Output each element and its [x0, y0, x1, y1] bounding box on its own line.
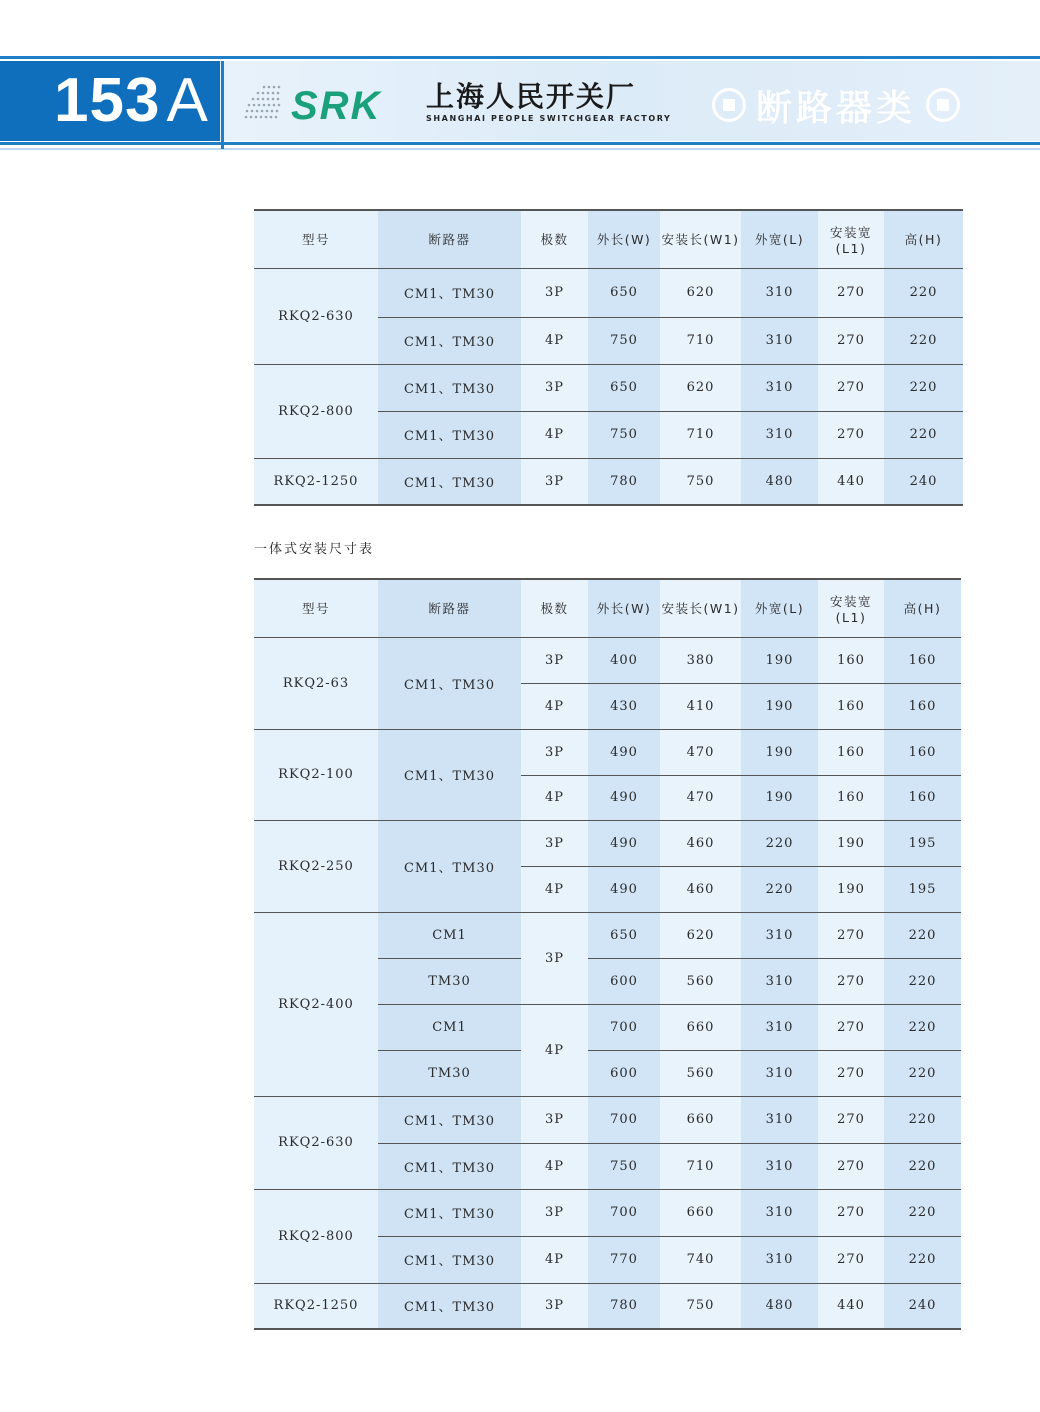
- l1-cell: 270: [818, 958, 884, 1004]
- w1-cell: 460: [660, 866, 741, 912]
- w-cell: 600: [588, 1050, 660, 1096]
- breaker-cell: CM1、TM30: [378, 364, 521, 411]
- col-header-h: 高(H): [884, 210, 963, 268]
- w-cell: 490: [588, 775, 660, 820]
- l-cell: 220: [741, 866, 818, 912]
- l1-cell: 440: [818, 1283, 884, 1329]
- table-row: [254, 1096, 961, 1143]
- circle-square-icon: [926, 88, 960, 122]
- breaker-cell: CM1、TM30: [378, 1236, 521, 1283]
- w1-cell: 710: [660, 1143, 741, 1189]
- h-cell: 220: [884, 317, 963, 364]
- h-cell: 220: [884, 364, 963, 411]
- poles-cell: 3P: [521, 364, 588, 411]
- breaker-cell: CM1、TM30: [378, 1143, 521, 1189]
- table-row: [254, 1189, 961, 1236]
- w1-cell: 470: [660, 729, 741, 775]
- breaker-cell: TM30: [378, 958, 521, 1004]
- model-cell: RKQ2-400: [254, 912, 378, 1096]
- poles-cell: 4P: [521, 866, 588, 912]
- poles-cell: 3P: [521, 637, 588, 683]
- col-header-breaker: 断路器: [378, 210, 521, 268]
- table-row: [254, 458, 963, 505]
- w-cell: 750: [588, 1143, 660, 1189]
- w1-cell: 470: [660, 775, 741, 820]
- w1-cell: 620: [660, 268, 741, 317]
- h-cell: 195: [884, 866, 961, 912]
- h-cell: 160: [884, 775, 961, 820]
- l-cell: 310: [741, 317, 818, 364]
- l1-cell: 270: [818, 1050, 884, 1096]
- col-header-model: 型号: [254, 579, 378, 637]
- breaker-cell: CM1: [378, 1004, 521, 1050]
- l1-cell: 190: [818, 866, 884, 912]
- w1-cell: 750: [660, 1283, 741, 1329]
- col-header-poles: 极数: [521, 579, 588, 637]
- breaker-cell: CM1、TM30: [378, 1189, 521, 1236]
- h-cell: 220: [884, 1050, 961, 1096]
- breaker-cell: CM1、TM30: [378, 729, 521, 820]
- breaker-cell: CM1、TM30: [378, 820, 521, 912]
- table-header-row: [254, 210, 963, 268]
- table-row: [254, 268, 963, 317]
- l-cell: 480: [741, 458, 818, 505]
- breaker-cell: TM30: [378, 1050, 521, 1096]
- w-cell: 750: [588, 317, 660, 364]
- h-cell: 160: [884, 637, 961, 683]
- dot-grid-icon: [244, 84, 286, 122]
- header-bottom-rule: [0, 142, 1040, 145]
- poles-cell: 3P: [521, 1096, 588, 1143]
- w-cell: 490: [588, 866, 660, 912]
- breaker-cell: CM1、TM30: [378, 458, 521, 505]
- breaker-cell: CM1、TM30: [378, 268, 521, 317]
- l1-cell: 270: [818, 1143, 884, 1189]
- l1-cell: 270: [818, 317, 884, 364]
- l1-cell: 190: [818, 820, 884, 866]
- poles-cell: 3P: [521, 1283, 588, 1329]
- h-cell: 160: [884, 683, 961, 729]
- col-header-l1: 安装宽(L1): [818, 579, 884, 637]
- model-cell: RKQ2-1250: [254, 458, 378, 505]
- col-header-w: 外长(W): [588, 579, 660, 637]
- l-cell: 310: [741, 268, 818, 317]
- poles-cell: 4P: [521, 775, 588, 820]
- w-cell: 600: [588, 958, 660, 1004]
- table-row: [254, 729, 961, 775]
- header-bottom-rule-light: [0, 148, 1040, 150]
- model-cell: RKQ2-630: [254, 1096, 378, 1189]
- table-row: [254, 1283, 961, 1329]
- l-cell: 310: [741, 411, 818, 458]
- l1-cell: 270: [818, 364, 884, 411]
- h-cell: 220: [884, 1236, 961, 1283]
- l1-cell: 270: [818, 1189, 884, 1236]
- breaker-cell: CM1、TM30: [378, 637, 521, 729]
- table-row: [254, 637, 961, 683]
- w1-cell: 460: [660, 820, 741, 866]
- srk-logo: SRK: [291, 84, 382, 128]
- w-cell: 490: [588, 820, 660, 866]
- table-header-row: [254, 579, 961, 637]
- w-cell: 400: [588, 637, 660, 683]
- w1-cell: 710: [660, 411, 741, 458]
- l-cell: 310: [741, 1189, 818, 1236]
- table-2-title: 一体式安装尺寸表: [254, 542, 375, 557]
- l-cell: 310: [741, 364, 818, 411]
- l1-cell: 160: [818, 637, 884, 683]
- l-cell: 190: [741, 637, 818, 683]
- h-cell: 220: [884, 958, 961, 1004]
- page-number: 153: [54, 66, 161, 135]
- l1-cell: 440: [818, 458, 884, 505]
- model-cell: RKQ2-800: [254, 364, 378, 458]
- col-header-model: 型号: [254, 210, 378, 268]
- poles-cell: 3P: [521, 1189, 588, 1236]
- category-text: 断路器类: [756, 87, 917, 129]
- w1-cell: 750: [660, 458, 741, 505]
- h-cell: 220: [884, 912, 961, 958]
- l-cell: 310: [741, 912, 818, 958]
- model-cell: RKQ2-250: [254, 820, 378, 912]
- poles-cell: 3P: [521, 912, 588, 1004]
- l-cell: 190: [741, 729, 818, 775]
- table-row: [254, 912, 961, 958]
- l-cell: 310: [741, 1096, 818, 1143]
- company-name-en: SHANGHAI PEOPLE SWITCHGEAR FACTORY: [426, 114, 672, 123]
- poles-cell: 4P: [521, 1143, 588, 1189]
- poles-cell: 3P: [521, 729, 588, 775]
- h-cell: 160: [884, 729, 961, 775]
- w1-cell: 660: [660, 1096, 741, 1143]
- table-row: [254, 364, 963, 411]
- col-header-l: 外宽(L): [741, 210, 818, 268]
- l-cell: 190: [741, 683, 818, 729]
- w-cell: 700: [588, 1004, 660, 1050]
- col-header-w1: 安装长(W1): [660, 210, 741, 268]
- h-cell: 220: [884, 1096, 961, 1143]
- w1-cell: 740: [660, 1236, 741, 1283]
- w-cell: 770: [588, 1236, 660, 1283]
- model-cell: RKQ2-1250: [254, 1283, 378, 1329]
- dimension-table-2: [254, 578, 961, 1330]
- w-cell: 430: [588, 683, 660, 729]
- h-cell: 220: [884, 268, 963, 317]
- l1-cell: 270: [818, 1096, 884, 1143]
- l1-cell: 270: [818, 1236, 884, 1283]
- w1-cell: 620: [660, 364, 741, 411]
- w1-cell: 560: [660, 1050, 741, 1096]
- poles-cell: 3P: [521, 458, 588, 505]
- l1-cell: 160: [818, 729, 884, 775]
- l1-cell: 270: [818, 1004, 884, 1050]
- col-header-l: 外宽(L): [741, 579, 818, 637]
- w1-cell: 710: [660, 317, 741, 364]
- h-cell: 195: [884, 820, 961, 866]
- l1-cell: 160: [818, 683, 884, 729]
- l1-cell: 270: [818, 411, 884, 458]
- l-cell: 310: [741, 1050, 818, 1096]
- col-header-breaker: 断路器: [378, 579, 521, 637]
- dimension-table-1: [254, 209, 963, 506]
- l-cell: 310: [741, 1004, 818, 1050]
- l1-cell: 270: [818, 912, 884, 958]
- l-cell: 310: [741, 958, 818, 1004]
- model-cell: RKQ2-630: [254, 268, 378, 364]
- h-cell: 220: [884, 411, 963, 458]
- l-cell: 190: [741, 775, 818, 820]
- l-cell: 220: [741, 820, 818, 866]
- h-cell: 240: [884, 458, 963, 505]
- w1-cell: 560: [660, 958, 741, 1004]
- poles-cell: 4P: [521, 683, 588, 729]
- col-header-l1: 安装宽(L1): [818, 210, 884, 268]
- page-number-block: [0, 61, 220, 141]
- w-cell: 780: [588, 458, 660, 505]
- w-cell: 650: [588, 268, 660, 317]
- breaker-cell: CM1、TM30: [378, 411, 521, 458]
- model-cell: RKQ2-100: [254, 729, 378, 820]
- l-cell: 310: [741, 1143, 818, 1189]
- breaker-cell: CM1、TM30: [378, 1283, 521, 1329]
- poles-cell: 3P: [521, 268, 588, 317]
- poles-cell: 4P: [521, 317, 588, 364]
- model-cell: RKQ2-63: [254, 637, 378, 729]
- category-label: [712, 78, 1002, 132]
- poles-cell: 4P: [521, 411, 588, 458]
- page-suffix: A: [166, 66, 209, 135]
- w-cell: 700: [588, 1096, 660, 1143]
- l1-cell: 160: [818, 775, 884, 820]
- w-cell: 490: [588, 729, 660, 775]
- l-cell: 480: [741, 1283, 818, 1329]
- col-header-w: 外长(W): [588, 210, 660, 268]
- l1-cell: 270: [818, 268, 884, 317]
- w-cell: 780: [588, 1283, 660, 1329]
- w1-cell: 380: [660, 637, 741, 683]
- breaker-cell: CM1、TM30: [378, 317, 521, 364]
- circle-square-icon: [712, 88, 746, 122]
- w-cell: 650: [588, 364, 660, 411]
- w-cell: 750: [588, 411, 660, 458]
- l-cell: 310: [741, 1236, 818, 1283]
- col-header-poles: 极数: [521, 210, 588, 268]
- header-divider: [221, 61, 224, 149]
- breaker-cell: CM1、TM30: [378, 1096, 521, 1143]
- poles-cell: 4P: [521, 1236, 588, 1283]
- w1-cell: 410: [660, 683, 741, 729]
- col-header-w1: 安装长(W1): [660, 579, 741, 637]
- poles-cell: 4P: [521, 1004, 588, 1096]
- h-cell: 220: [884, 1004, 961, 1050]
- h-cell: 220: [884, 1189, 961, 1236]
- header-top-rule: [0, 56, 1040, 59]
- table-row: [254, 820, 961, 866]
- h-cell: 220: [884, 1143, 961, 1189]
- w1-cell: 660: [660, 1189, 741, 1236]
- w1-cell: 660: [660, 1004, 741, 1050]
- col-header-h: 高(H): [884, 579, 961, 637]
- w-cell: 700: [588, 1189, 660, 1236]
- w-cell: 650: [588, 912, 660, 958]
- model-cell: RKQ2-800: [254, 1189, 378, 1283]
- breaker-cell: CM1: [378, 912, 521, 958]
- w1-cell: 620: [660, 912, 741, 958]
- h-cell: 240: [884, 1283, 961, 1329]
- poles-cell: 3P: [521, 820, 588, 866]
- company-name-cn: 上海人民开关厂: [426, 80, 637, 113]
